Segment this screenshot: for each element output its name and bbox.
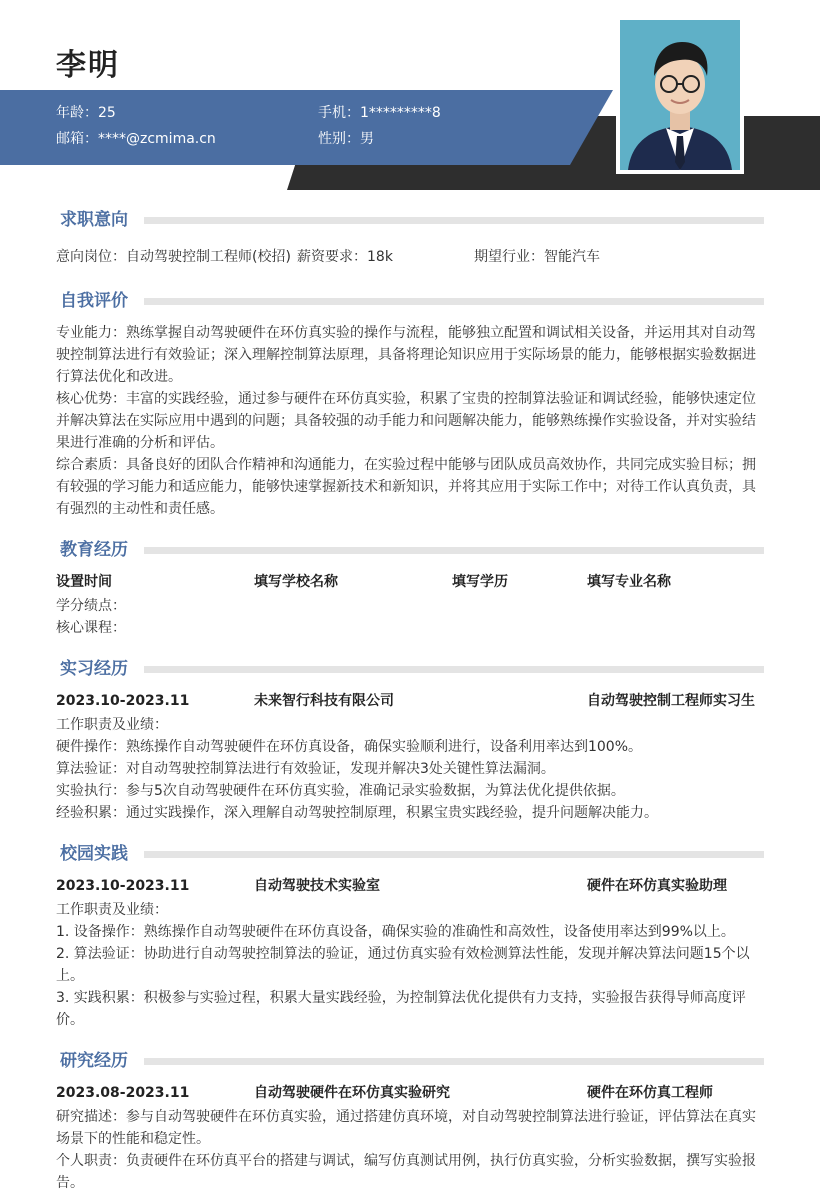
edu-gpa: 学分绩点： — [56, 598, 126, 614]
research-time: 2023.08-2023.11 — [56, 1085, 190, 1101]
intent-industry: 期望行业：智能汽车 — [474, 249, 600, 265]
section-divider — [144, 1058, 764, 1065]
section-title: 校园实践 — [60, 842, 138, 866]
section-title: 自我评价 — [60, 289, 138, 313]
section-title: 研究经历 — [60, 1049, 138, 1073]
intern-role: 自动驾驶控制工程师实习生 — [587, 693, 755, 709]
gender-field: 性别：男 — [318, 131, 374, 147]
campus-role: 硬件在环仿真实验助理 — [587, 878, 727, 894]
section-divider — [144, 217, 764, 224]
edu-degree: 填写学历 — [452, 574, 508, 590]
section-campus-practice — [56, 842, 764, 866]
intern-company: 未来智行科技有限公司 — [254, 693, 394, 709]
self-eval-qualities: 综合素质：具备良好的团队合作精神和沟通能力，在实验过程中能够与团队成员高效协作，共同完成实验目标；拥有较强的学习能力和适应能力，能够快速掌握新技术和新知识，并将其应用于实际工作中；对待工作认真负责，具有强烈的主动性和责任感。 — [56, 457, 756, 517]
edu-courses: 核心课程： — [56, 620, 126, 636]
age-field: 年龄：25 — [56, 105, 116, 121]
campus-time: 2023.10-2023.11 — [56, 878, 190, 894]
research-line: 个人职责：负责硬件在环仿真平台的搭建与调试，编写仿真测试用例，执行仿真实验，分析实验数据，撰写实验报告。 — [56, 1153, 756, 1191]
edu-school: 填写学校名称 — [254, 574, 338, 590]
self-eval-professional: 专业能力：熟练掌握自动驾驶硬件在环仿真实验的操作与流程，能够独立配置和调试相关设备，并运用其对自动驾驶控制算法进行有效验证；深入理解控制算法原理，具备将理论知识应用于实际场景的能力，能够根据实验数据进行算法优化和改进。 — [56, 325, 756, 385]
section-divider — [144, 666, 764, 673]
section-divider — [144, 851, 764, 858]
intern-time: 2023.10-2023.11 — [56, 693, 190, 709]
edu-major: 填写专业名称 — [587, 574, 671, 590]
section-research — [56, 1049, 764, 1073]
campus-org: 自动驾驶技术实验室 — [254, 878, 380, 894]
research-project: 自动驾驶硬件在环仿真实验研究 — [254, 1085, 450, 1101]
intent-salary: 薪资要求：18k — [297, 249, 393, 265]
campus-line: 1. 设备操作：熟练操作自动驾驶硬件在环仿真设备，确保实验的准确性和高效性，设备使用率达到99%以上。 — [56, 924, 735, 940]
candidate-name: 李明 — [56, 48, 120, 83]
intent-position: 意向岗位：自动驾驶控制工程师(校招) — [56, 249, 291, 265]
avatar-portrait — [620, 20, 740, 170]
campus-line: 2. 算法验证：协助进行自动驾驶控制算法的验证，通过仿真实验有效检测算法性能，发现并解决算法问题15个以上。 — [56, 946, 750, 984]
intern-line: 硬件操作：熟练操作自动驾驶硬件在环仿真设备，确保实验顺利进行，设备利用率达到100%。 — [56, 739, 643, 755]
section-self-evaluation — [56, 289, 764, 313]
intern-line: 算法验证：对自动驾驶控制算法进行有效验证，发现并解决3处关键性算法漏洞。 — [56, 761, 555, 777]
campus-line: 工作职责及业绩： — [56, 902, 168, 918]
phone-field: 手机：1*********8 — [318, 105, 441, 121]
section-divider — [144, 547, 764, 554]
research-role: 硬件在环仿真工程师 — [587, 1085, 713, 1101]
section-title: 求职意向 — [60, 208, 138, 232]
section-education — [56, 538, 764, 562]
section-internship — [56, 657, 764, 681]
campus-line: 3. 实践积累：积极参与实验过程，积累大量实践经验，为控制算法优化提供有力支持，实验报告获得导师高度评价。 — [56, 990, 746, 1028]
profile-photo — [616, 16, 744, 174]
intern-line: 工作职责及业绩： — [56, 717, 168, 733]
intern-line: 经验积累：通过实践操作，深入理解自动驾驶控制原理，积累宝贵实践经验，提升问题解决能力。 — [56, 805, 658, 821]
section-title: 教育经历 — [60, 538, 138, 562]
edu-time: 设置时间 — [56, 574, 112, 590]
section-job-intent — [56, 208, 764, 232]
section-divider — [144, 298, 764, 305]
intern-line: 实验执行：参与5次自动驾驶硬件在环仿真实验，准确记录实验数据，为算法优化提供依据。 — [56, 783, 625, 799]
email-field: 邮箱：****@zcmima.cn — [56, 131, 216, 147]
self-eval-strengths: 核心优势：丰富的实践经验，通过参与硬件在环仿真实验，积累了宝贵的控制算法验证和调试经验，能够快速定位并解决算法在实际应用中遇到的问题；具备较强的动手能力和问题解决能力，能够熟练操作实验设备，并对实验结果进行准确的分析和评估。 — [56, 391, 756, 451]
research-line: 研究描述：参与自动驾驶硬件在环仿真实验，通过搭建仿真环境，对自动驾驶控制算法进行验证，评估算法在真实场景下的性能和稳定性。 — [56, 1109, 756, 1147]
section-title: 实习经历 — [60, 657, 138, 681]
